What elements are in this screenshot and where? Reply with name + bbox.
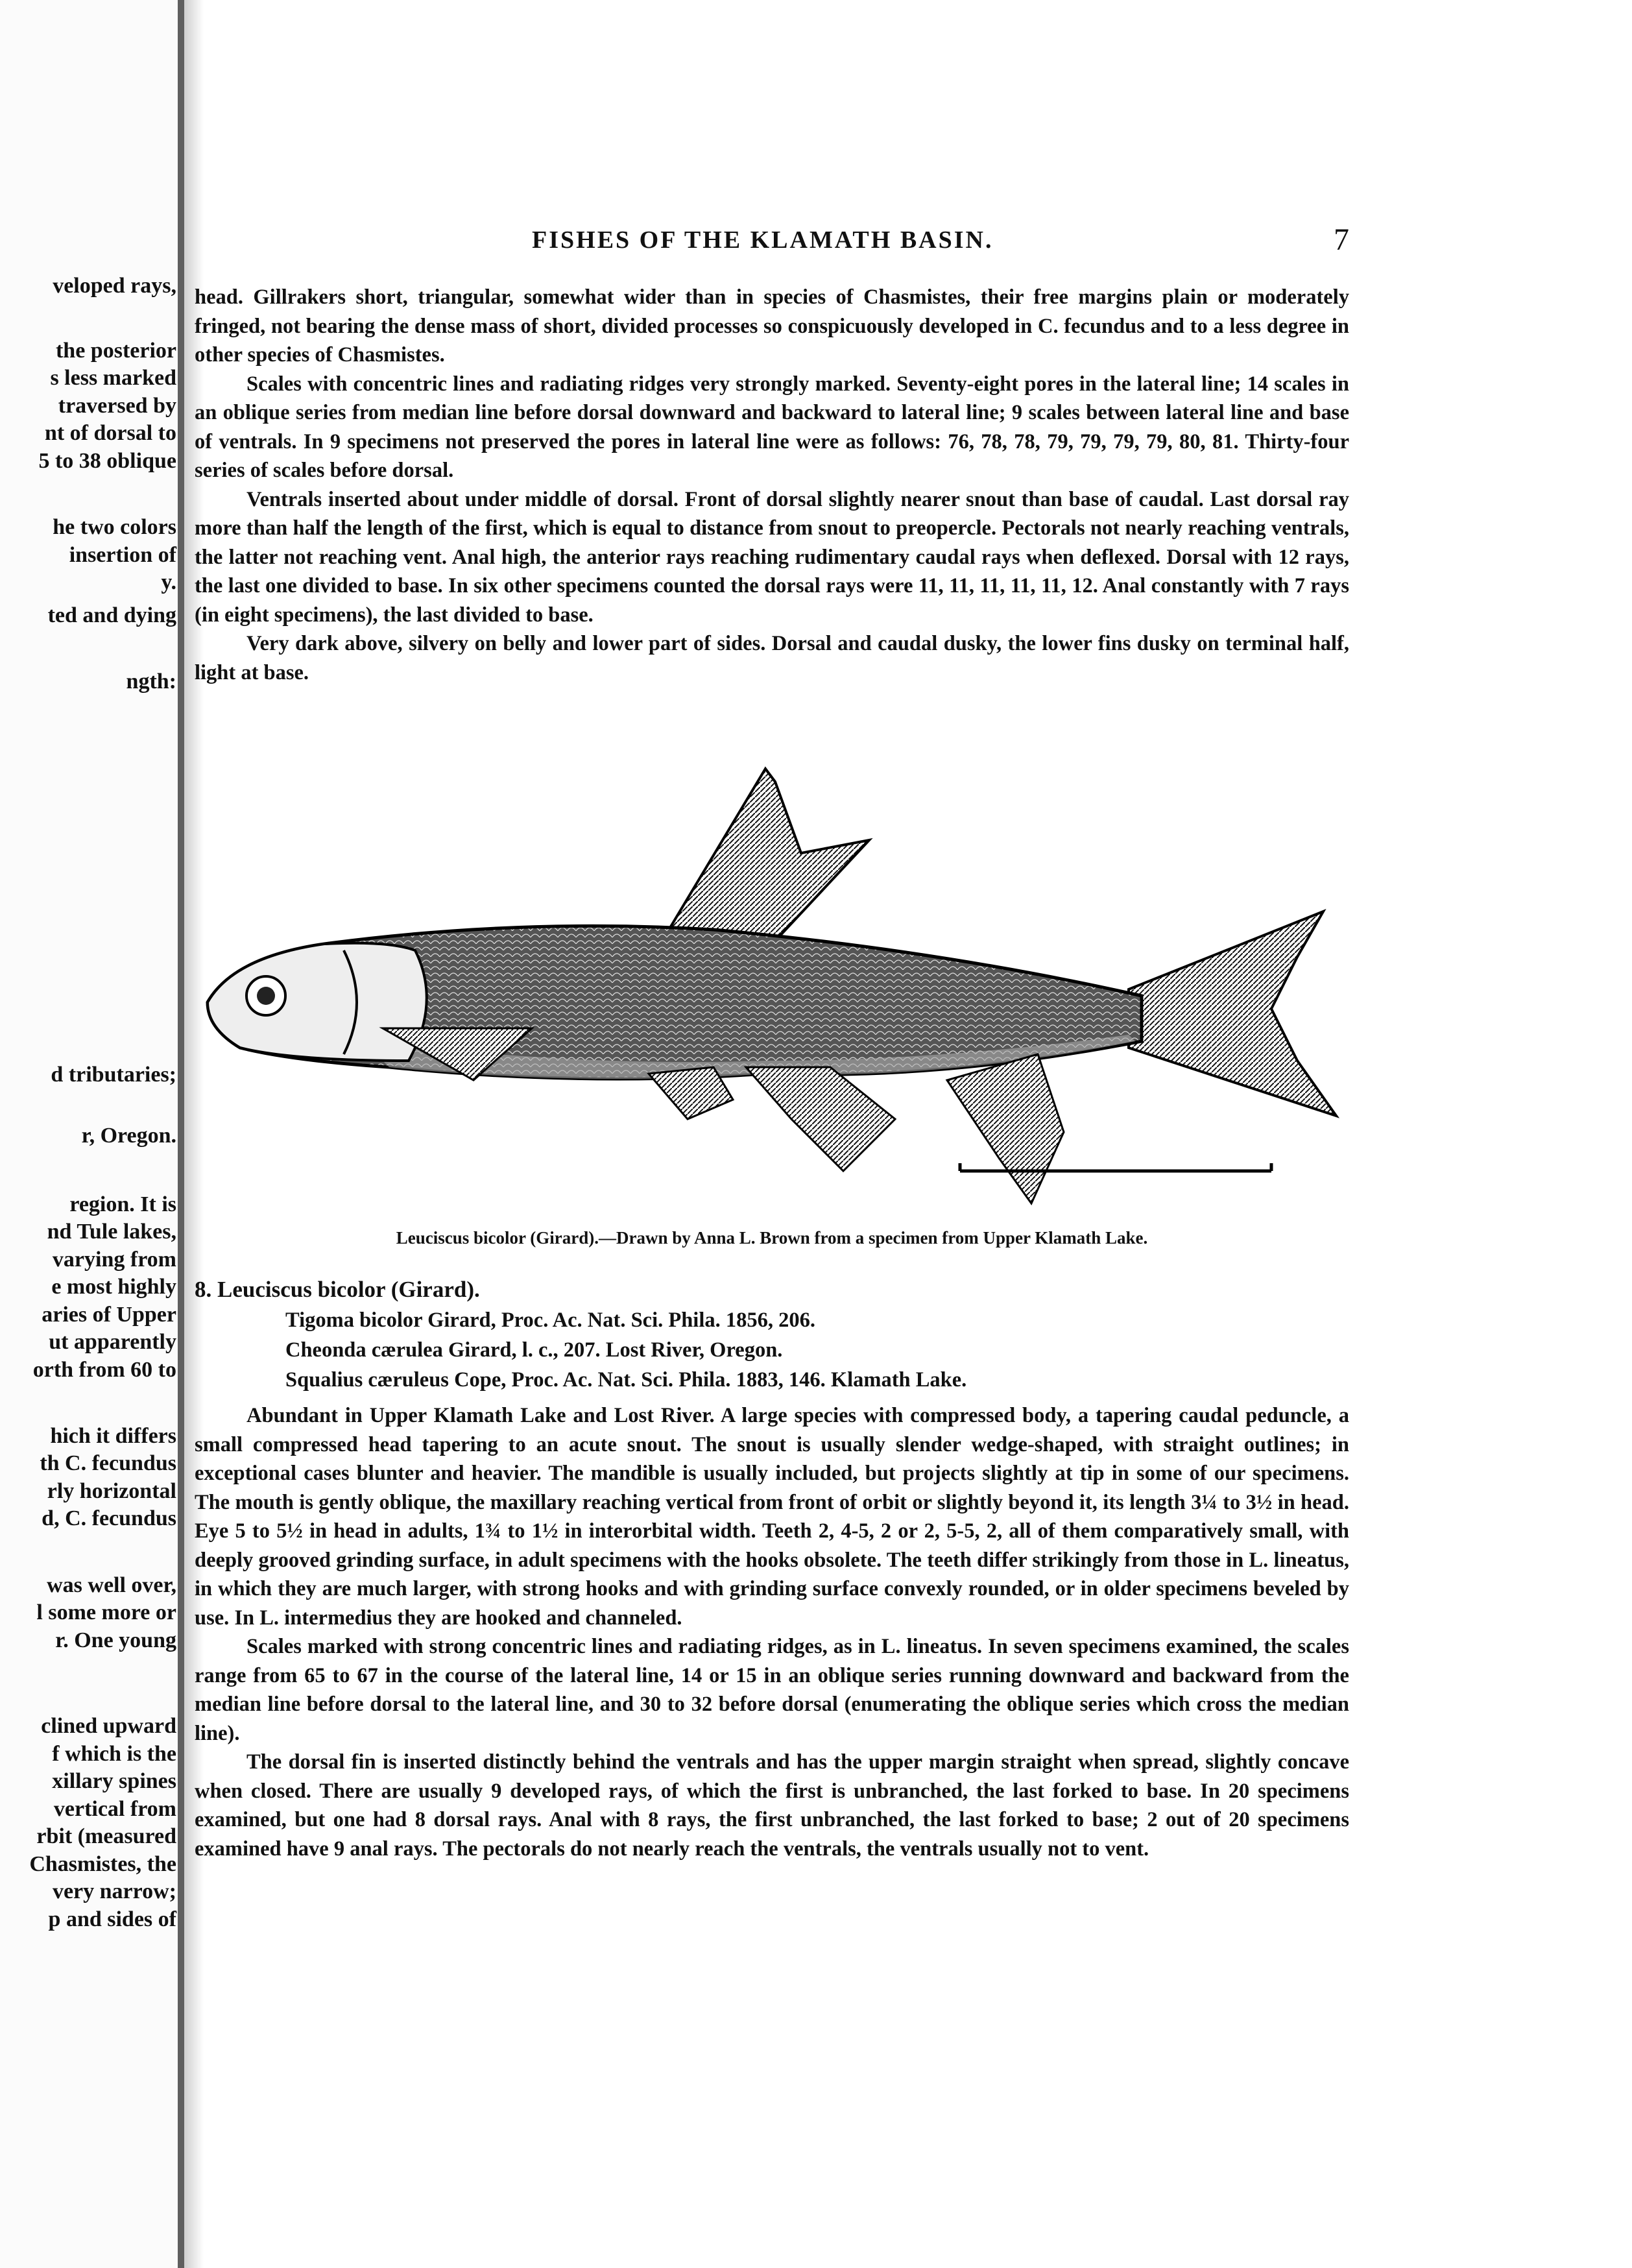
facing-page-line: very narrow; [52,1879,176,1903]
paragraph: Very dark above, silvery on belly and lower part of sides. Dorsal and caudal dusky, the lower fins dusky on terminal half, light at base. [195,632,1349,684]
facing-page-line: insertion of [69,543,176,567]
facing-page-line: xillary spines [52,1769,176,1793]
facing-page-line: l some more or [36,1600,176,1624]
synonym-line: Tigoma bicolor Girard, Proc. Ac. Nat. Sci. Phila. 1856, 206. [285,1309,815,1332]
facing-page-line: ngth: [126,670,176,694]
facing-page-line: was well over, [47,1573,176,1597]
facing-page-line: d, C. fecundus [42,1506,176,1530]
facing-page-line: r, Oregon. [81,1124,176,1148]
species-heading: 8. Leuciscus bicolor (Girard). [195,1277,480,1302]
leuciscus-bicolor-drawing [195,756,1349,1223]
facing-page-line: rbit (measured [36,1824,176,1848]
facing-page-line: r. One young [55,1628,176,1652]
running-title: FISHES OF THE KLAMATH BASIN. [532,226,994,254]
paragraph: Scales with concentric lines and radiating ridges very strongly marked. Seventy-eight pores in the lateral line; 14 scales in an oblique series from median line before dorsal downward and backward to lateral line; 9 scales between lateral line and base of ventrals. In 9 specimens not preserved the pores in lateral line were as follows: 76, 78, 78, 79, 79, 79, 79, 80, 81. Thirty-four series of scales before dorsal. [195,372,1349,482]
paragraph: head. Gillrakers short, triangular, somewhat wider than in species of Chasmistes, their free margins plain or moderately fringed, not bearing the dense mass of short, divided processes so conspicuously developed in C. fecundus and to a less degree in other species of Chasmistes. [195,285,1349,367]
facing-page-line: 5 to 38 oblique [38,449,176,473]
facing-page-line: f which is the [52,1742,176,1766]
synonymy-list [285,1305,966,1395]
facing-page-line: Chasmistes, the [29,1852,176,1876]
facing-page-line: e most highly [51,1275,176,1299]
facing-page-line: aries of Upper [42,1303,176,1327]
facing-page-line: traversed by [58,394,176,418]
facing-page-line: s less marked [50,366,176,390]
facing-page-line: varying from [52,1248,176,1272]
figure-caption: Leuciscus bicolor (Girard).—Drawn by Anna L. Brown from a specimen from Upper Klamath Lake. [396,1228,1148,1248]
fish-head [208,943,427,1061]
facing-page-line: d tributaries; [51,1063,176,1087]
facing-page-line: he two colors [53,515,176,539]
facing-page-line: the posterior [55,339,176,363]
upper-body-text [195,283,1349,687]
synonym-line: Cheonda cærulea Girard, l. c., 207. Lost River, Oregon. [285,1338,783,1362]
paragraph: The dorsal fin is inserted distinctly behind the ventrals and has the upper margin straight when spread, slightly concave when closed. There are usually 9 developed rays, of which the first is unbranched, the last forked to base. In 20 specimens examined, but one had 8 dorsal rays. Anal with 8 rays, the first unbranched, the last forked to base; 2 out of 20 specimens examined have 9 anal rays. The pectorals do not nearly reach the ventrals, the ventrals usually not to vent. [195,1750,1349,1861]
paragraph: Scales marked with strong concentric lines and radiating ridges, as in L. lineatus. In seven specimens examined, the scales range from 65 to 67 in the course of the lateral line, 14 or 15 in an oblique series running downward and backward from the median line before dorsal to the lateral line, and 30 to 32 before dorsal (enumerating the oblique series which cross the median line). [195,1635,1349,1745]
facing-page-line: ted and dying [47,603,176,627]
facing-page-line: nt of dorsal to [44,421,176,445]
facing-page-line: vertical from [53,1797,176,1821]
facing-page-line: rly horizontal [47,1479,176,1503]
facing-page-line: y. [161,570,176,594]
facing-page-line: nd Tule lakes, [47,1220,176,1244]
synonym-line: Squalius cæruleus Cope, Proc. Ac. Nat. Sci. Phila. 1883, 146. Klamath Lake. [285,1368,967,1392]
paragraph: Ventrals inserted about under middle of dorsal. Front of dorsal slightly nearer snout than base of caudal. Last dorsal ray more than half the length of the first, which is equal to distance from snout to preopercle. Pectorals not nearly reaching ventrals, the latter not reaching vent. Anal high, the anterior rays reaching rudimentary caudal rays when deflexed. Dorsal with 12 rays, the last one divided to base. In six other specimens counted the dorsal rays were 11, 11, 11, 11, 11, 12. Anal constantly with 7 rays (in eight specimens), the last divided to base. [195,487,1349,627]
facing-page-line: p and sides of [48,1907,176,1931]
anal-fin [947,1054,1064,1203]
facing-page-line: clined upward [41,1714,176,1738]
page-gutter [178,0,184,2268]
facing-page-line: hich it differs [50,1424,176,1448]
running-head [195,223,1349,265]
paragraph: Abundant in Upper Klamath Lake and Lost River. A large species with compressed body, a tapering caudal peduncle, a small compressed head tapering to an acute snout. The snout is usually slender wedge-shaped, with straight outlines; in exceptional cases blunter and heavier. The mandible is usually included, but projects slightly at tip in some of our specimens. The mouth is gently oblique, the maxillary reaching vertical from front of orbit or slightly beyond it, its length 3¼ to 3½ in head. Eye 5 to 5½ in head in adults, 1¾ to 1½ in interorbital width. Teeth 2, 4-5, 2 or 2, 5-5, 2, all of them comparatively small, with deeply grooved grinding surface, in adult specimens with the hooks obsolete. The teeth differ strikingly from those in L. lineatus, in which they are much larger, with strong hooks and with grinding surface convexly rounded, or in older specimens beveled by use. In L. intermedius they are hooked and channeled. [195,1404,1349,1630]
ventral-fin [746,1067,895,1171]
dorsal-fin [668,769,869,937]
facing-page-line: ut apparently [49,1330,176,1354]
facing-page-line: veloped rays, [53,274,176,298]
facing-page-line: th C. fecundus [40,1451,176,1475]
lower-body-text [195,1401,1349,1863]
facing-page-line: region. It is [69,1192,176,1216]
facing-page-line: orth from 60 to [32,1358,176,1382]
fish-illustration [195,756,1349,1223]
caudal-fin [1129,911,1336,1116]
page-number: 7 [1334,223,1349,257]
